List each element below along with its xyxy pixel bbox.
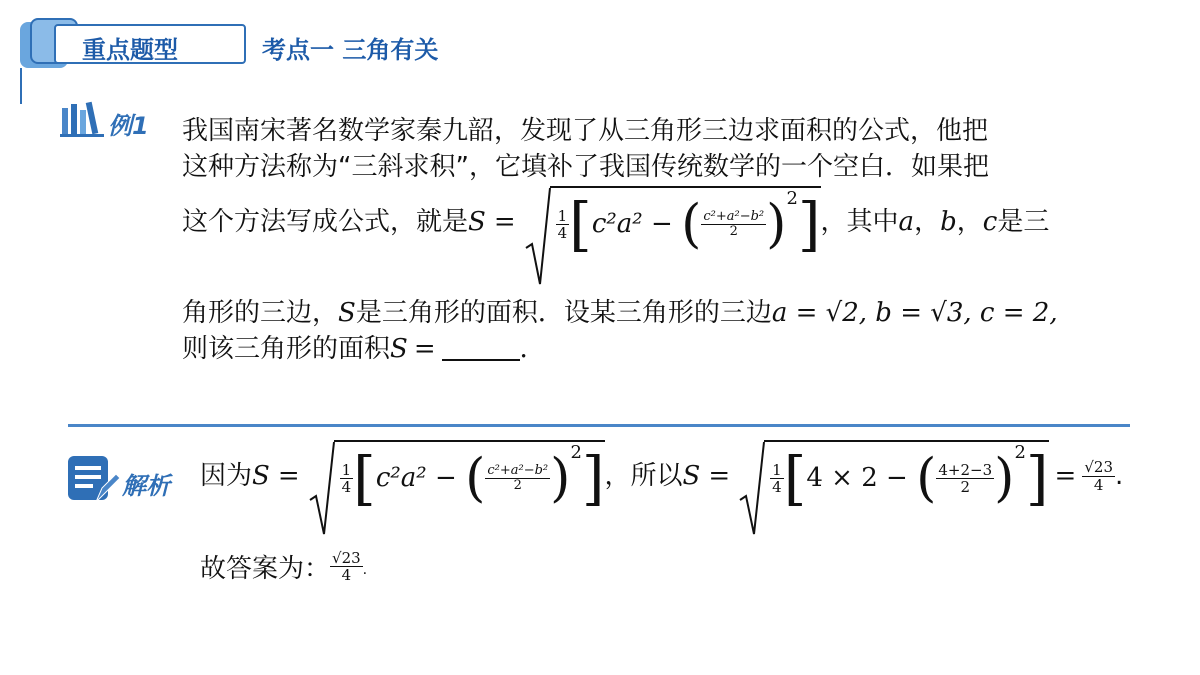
tag-label: 重点题型 [82, 36, 178, 64]
side-values: a = √2, b = √3, c = 2, [771, 298, 1058, 328]
inner-frac: $\frac{\text{c²+a²−b²}}{2}$ [703, 208, 765, 239]
radical-sign [524, 186, 552, 286]
section-divider [68, 424, 1130, 427]
tag-left-line [20, 68, 22, 104]
example-badge [60, 100, 170, 140]
solution-formula: $\frac{1}{4}$ [c²a² − ( $\frac{\text{c²+a²−b²}}{2}$ )$^2$] [308, 440, 605, 513]
example-label: 例1 [108, 112, 149, 140]
eq-sign: = [493, 206, 516, 237]
notepad-pen-icon [66, 454, 122, 506]
solution-badge [66, 454, 186, 506]
quarter-frac: $\frac{1}{4}$ [557, 206, 568, 242]
result-frac: $\frac{√23}{4}$ [1084, 458, 1113, 494]
answer-blank [442, 333, 520, 361]
solution-label: 解析 [122, 472, 170, 500]
line3-prefix: 这个方法写成公式，就是 [182, 206, 469, 237]
c2a2-term: c²a² [591, 209, 643, 239]
problem-line-1: 我国南宋著名数学家秦九韶，发现了从三角形三边求面积的公式，他把 [182, 116, 989, 146]
solution-line-1: 因为S = $\frac{1}{4}$ [c²a² − ( $\frac{\text{c²+a²−b²}}{2}$ )$^2$]，所以S = $\frac{1}{4}$ [4 × 2 − ( $\frac{4+2-3}{2}$ )$^2$] = $\frac{√23}{4}$ . [200, 440, 1123, 513]
radical-sign [308, 440, 336, 536]
radical-sign [738, 440, 766, 536]
section-title: 考点一 三角有关 [262, 36, 439, 64]
problem-line-2: 这种方法称为“三斜求积”，它填补了我国传统数学的一个空白．如果把 [182, 152, 989, 182]
answer-frac: $\frac{√23}{4}$ [332, 548, 361, 584]
problem-line-3: 这个方法写成公式，就是S = $\frac{1}{4}$ [c²a² − ( $\frac{\text{c²+a²−b²}}{2}$ )$^2$]，其中a，b，c是三 [182, 186, 1049, 259]
var-S: S [468, 206, 486, 237]
problem-line-4: 角形的三边，S是三角形的面积．设某三角形的三边a = √2, b = √3, c = 2, [182, 298, 1058, 328]
heron-formula: $\frac{1}{4}$ [c²a² − ( $\frac{\text{c²+a²−b²}}{2}$ )$^2$] [524, 186, 821, 259]
solution-answer-line: 故答案为： $\frac{√23}{4}$ . [200, 548, 368, 584]
problem-line-5: 则该三角形的面积S = ． [182, 334, 546, 364]
substituted-formula: $\frac{1}{4}$ [4 × 2 − ( $\frac{4+2-3}{2}$ )$^2$] [738, 440, 1048, 513]
section-tag [20, 18, 246, 68]
line3-suffix: ，其中 [820, 206, 899, 237]
